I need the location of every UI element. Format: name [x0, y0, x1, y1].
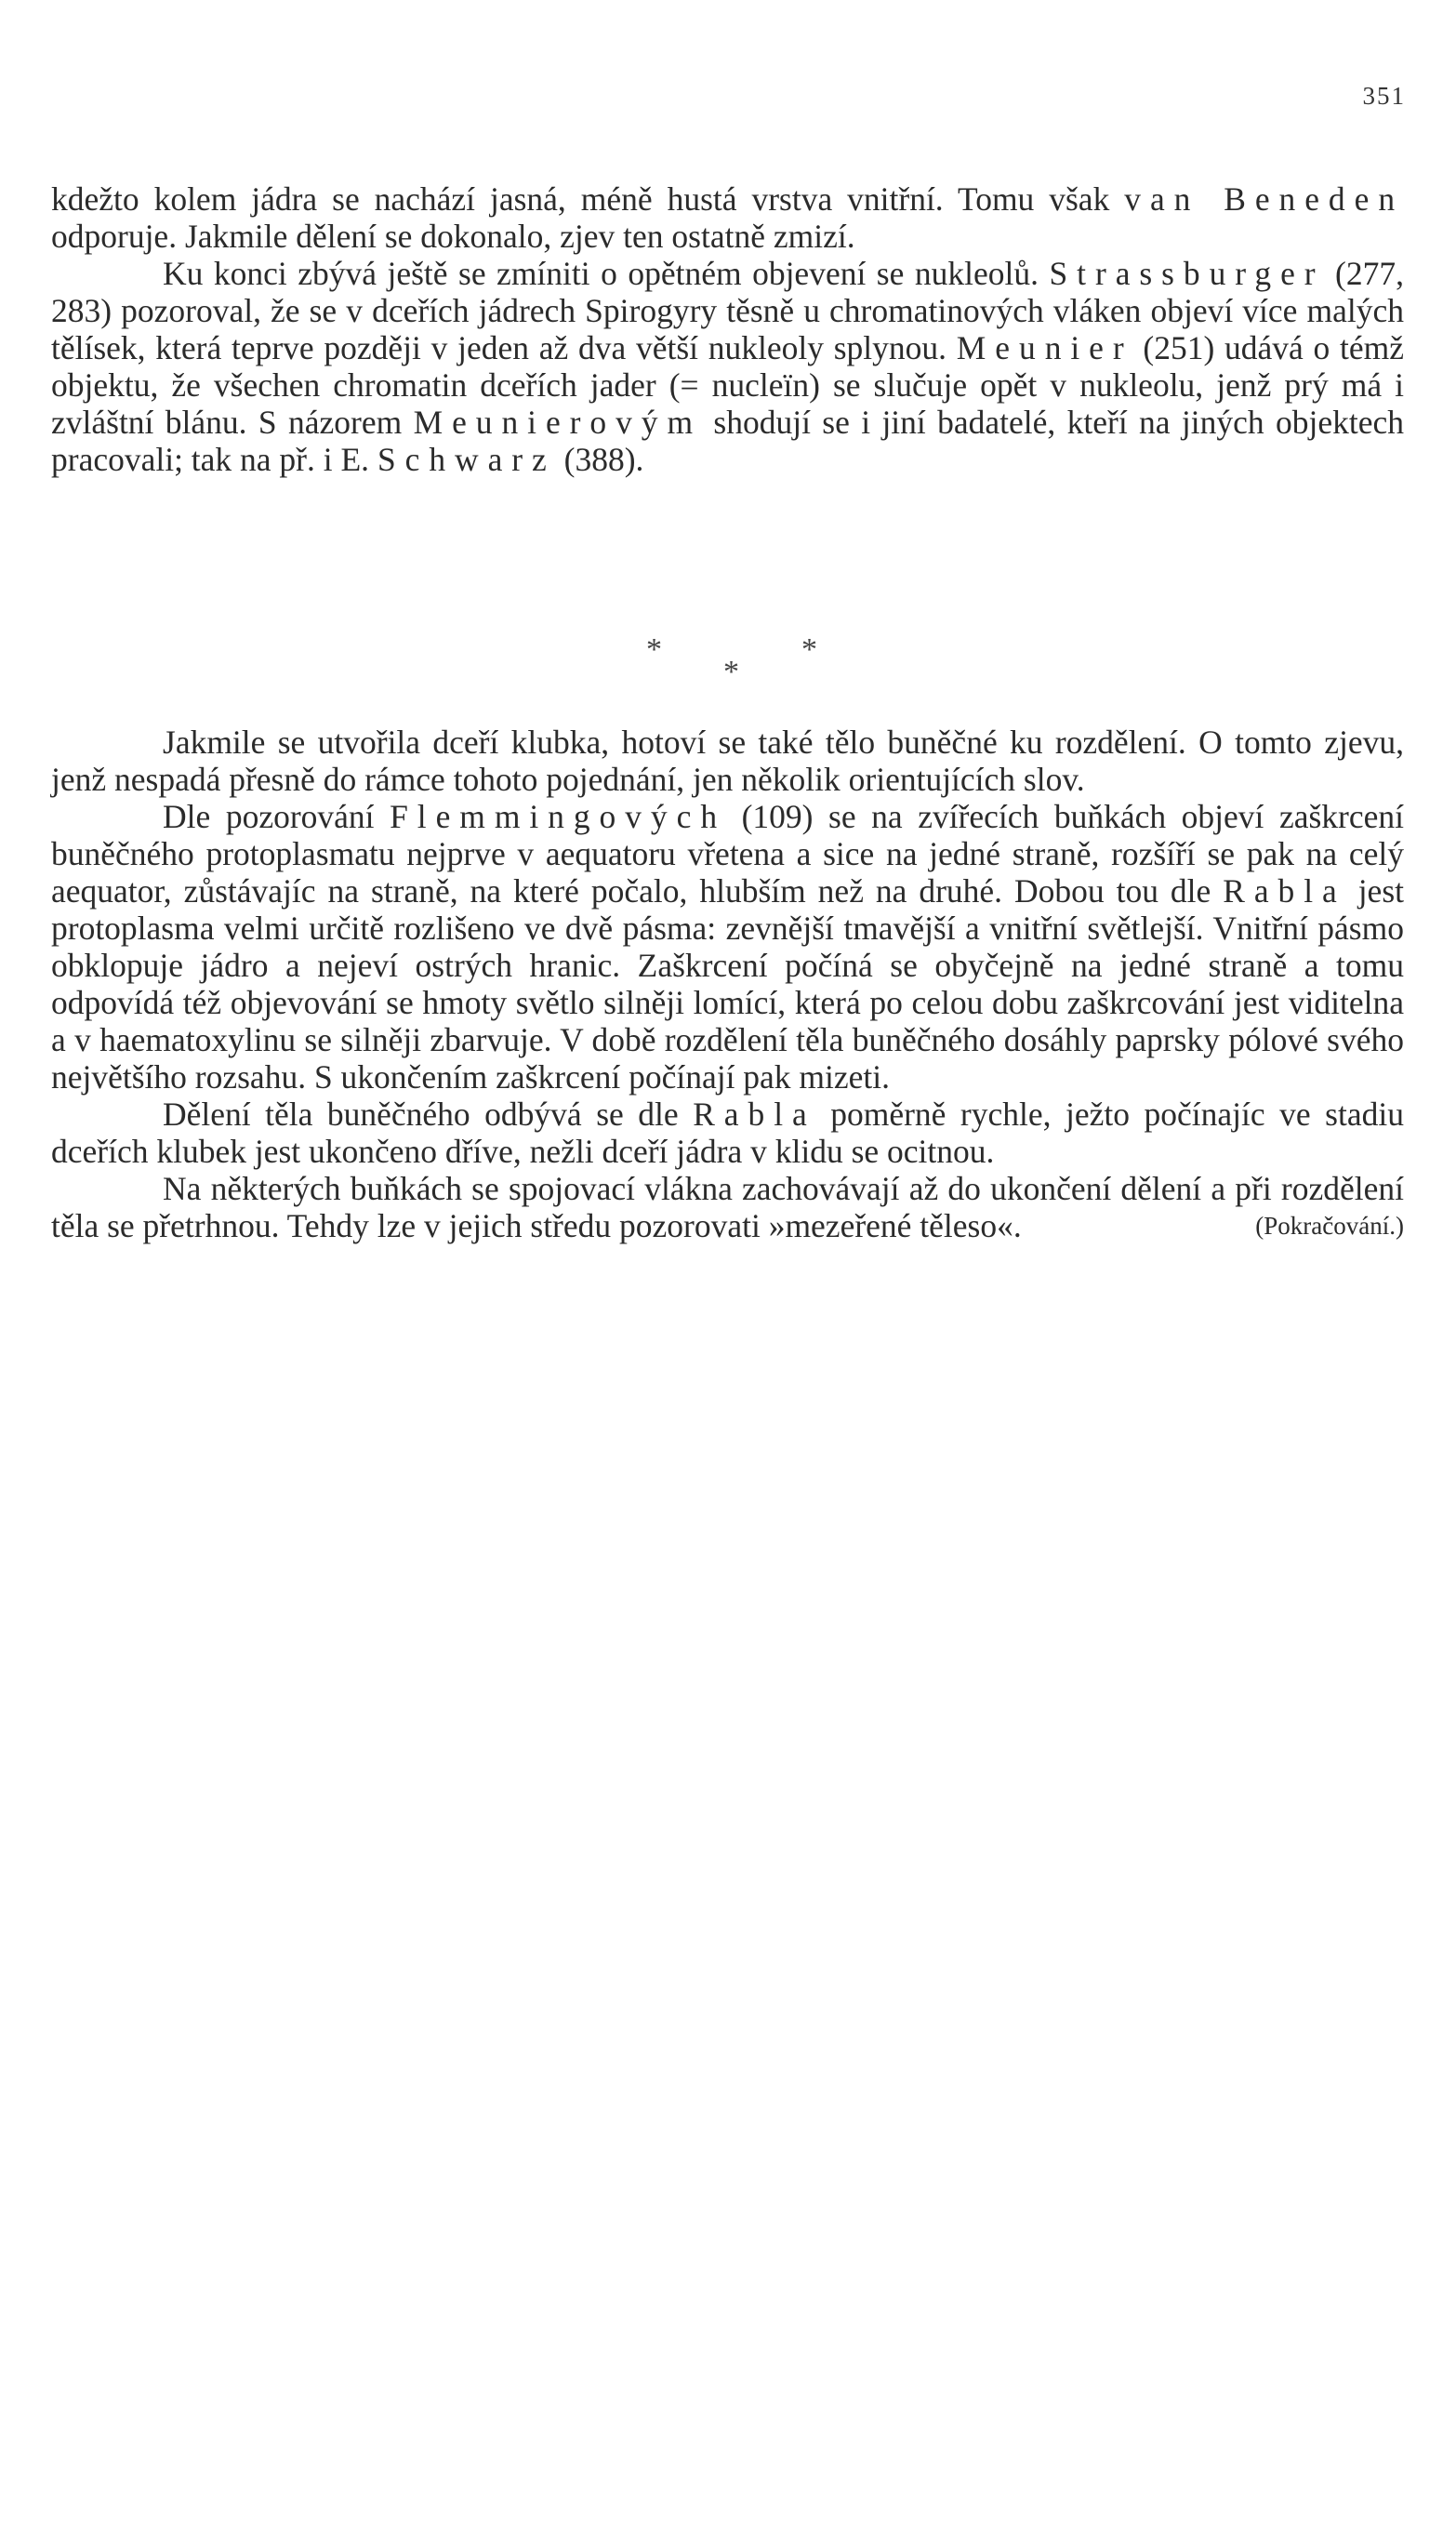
author-name: Rabla: [1223, 872, 1346, 910]
paragraph: [51, 798, 1404, 1096]
page-number: 351: [1362, 82, 1406, 110]
text-run: kdežto kolem jádra se nachází jasná, méně hustá vrstva vnitřní. Tomu však: [51, 180, 1125, 218]
text-run: Jakmile se utvořila dceří klubka, hotoví se také tělo buněčné ku rozdělení. O tomto zjevu, jenž nespadá přesně do rámce tohoto pojednání, jen několik orientujících slov.: [51, 724, 1404, 798]
asterisk: *: [801, 632, 817, 667]
author-name: Schwarz: [377, 441, 556, 478]
text-run: (277, 283) pozoroval, že se v dceřích jádrech Spirogyry těsně u chromatinových vláken objeví více malých tělísek, která teprve později v jeden až dva větší nukleoly splynou.: [51, 255, 1404, 366]
section-separator: [0, 632, 1456, 688]
asterisk: *: [646, 632, 662, 667]
author-name: Meunier: [956, 329, 1133, 366]
paragraph: [51, 255, 1404, 478]
asterisk: *: [723, 655, 739, 689]
continuation-note: (Pokračování.): [1255, 1212, 1404, 1240]
paragraph: [51, 1096, 1404, 1170]
text-run: (388).: [555, 441, 644, 478]
author-name: Meunierovým: [413, 404, 703, 441]
text-section-2: [51, 724, 1404, 1244]
author-name: Flemmingových: [390, 798, 727, 835]
text-run: odporuje. Jakmile dělení se dokonalo, zjev ten ostatně zmizí.: [51, 218, 855, 255]
text-run: shodují se i jiní badatelé, kteří na jiných objektech pracovali; tak na př. i E.: [51, 404, 1404, 478]
text-run: Na některých buňkách se spojovací vlákna zachovávají až do ukončení dělení a při rozdělení těla se přetrhnou. Tehdy lze v jejich středu pozorovati »mezeřené těleso«.: [51, 1170, 1404, 1244]
text-run: Dělení těla buněčného odbývá se dle: [163, 1096, 694, 1133]
author-name: Rabla: [693, 1096, 816, 1133]
paragraph: [51, 1170, 1404, 1244]
author-name: van Beneden: [1124, 180, 1405, 218]
text-run: Ku konci zbývá ještě se zmíniti o opětném objevení se nukleolů.: [163, 255, 1050, 292]
text-run: (109) se na zvířecích buňkách objeví zaškrcení buněčného protoplasmatu nejprve v aequatoru vřetena a sice na jedné straně, rozšíří se pak na celý aequator, zůstávajíc na straně, na které počalo, hlubším než na druhé. Dobou tou dle: [51, 798, 1404, 910]
text-section-1: [51, 180, 1404, 478]
text-run: jest protoplasma velmi určitě rozlišeno ve dvě pásma: zevnější tmavější a vnitřní světlejší. Vnitřní pásmo obklopuje jádro a nejeví ostrých hranic. Zaškrcení počíná se obyčejně na jedné straně a tomu odpovídá též objevování se hmoty světlo silněji lomící, která po celou dobu zaškrcování jest viditelna a v haematoxylinu se silněji zbarvuje. V době rozdělení těla buněčného dosáhly paprsky pólové svého největšího rozsahu. S ukončením zaškrcení počínají pak mizeti.: [51, 872, 1404, 1096]
author-name: Strassburger: [1049, 255, 1325, 292]
paragraph: [51, 724, 1404, 798]
text-run: Dle pozorování: [163, 798, 390, 835]
paragraph: [51, 180, 1404, 255]
text-run: (251) udává o témž objektu, že všechen chromatin dceřích jader (= nucleïn) se slučuje opět v nukleolu, jenž prý má i zvláštní blánu. S názorem: [51, 329, 1404, 441]
text-run: poměrně rychle, ježto počínajíc ve stadiu dceřích klubek jest ukončeno dříve, nežli dceří jádra v klidu se ocitnou.: [51, 1096, 1404, 1170]
